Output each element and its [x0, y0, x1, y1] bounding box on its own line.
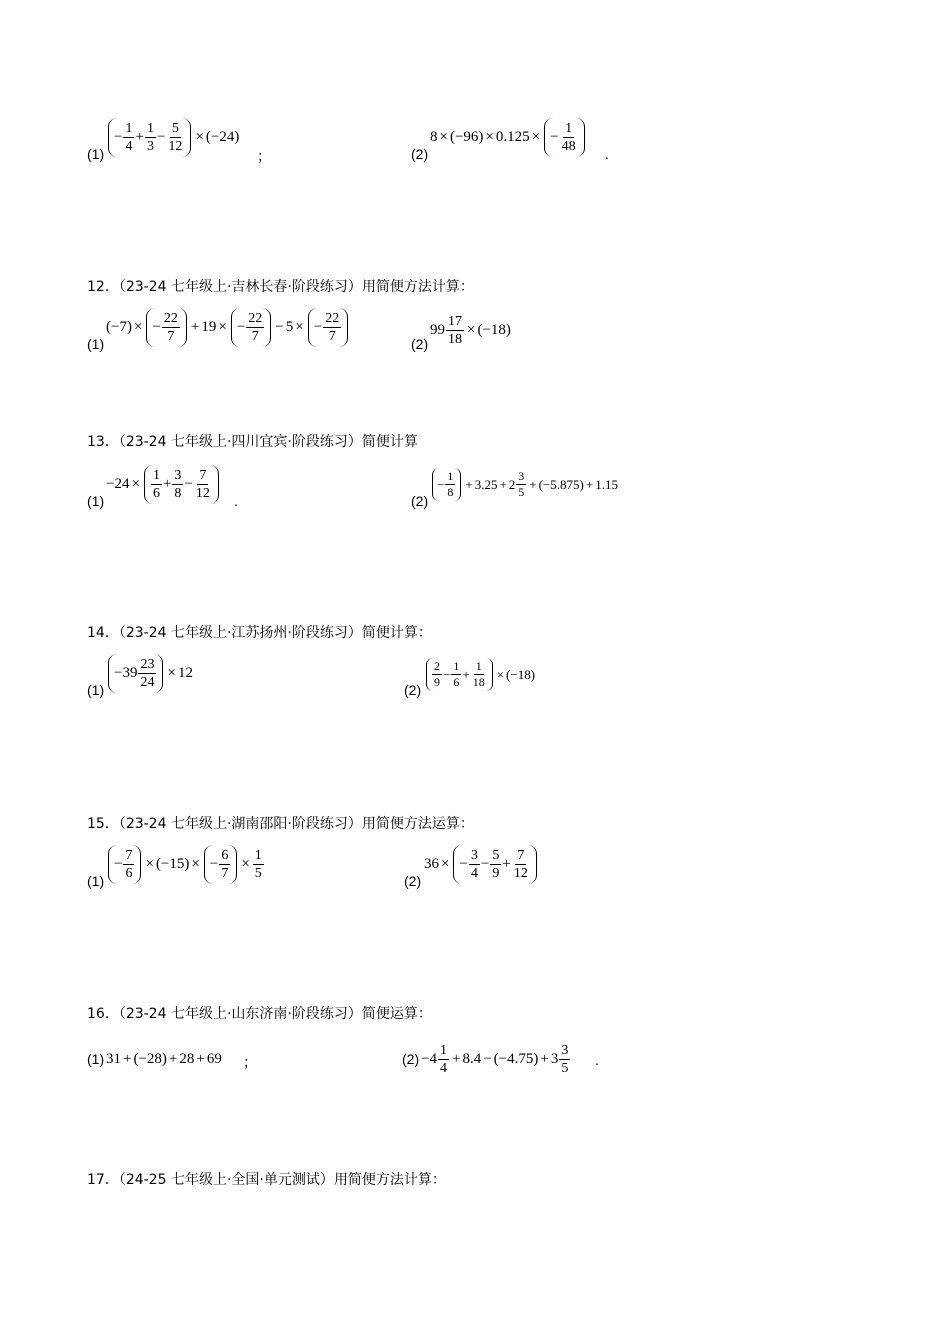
- question-heading: 12．（23-24 七年级上·吉林长春·阶段练习）用简便方法计算：: [87, 279, 474, 295]
- problem-label: (2): [402, 1051, 420, 1067]
- punctuation: .: [234, 493, 238, 509]
- question-heading: 13．（23-24 七年级上·四川宜宾·阶段练习）简便计算: [87, 434, 418, 450]
- math-expression: 36 × − $\frac{3}{4}$ − $\frac{5}{9}$ + $\frac{7}{12}$: [424, 845, 539, 884]
- math-expression: − $\frac{7}{6}$ × (−15) × − $\frac{6}{7}$ × $\frac{1}{5}$: [106, 845, 265, 884]
- problem-label: (2): [404, 873, 422, 889]
- problem-label: (1): [87, 1051, 105, 1067]
- problem-label: (1): [87, 873, 105, 889]
- problem-label: (2): [404, 682, 422, 698]
- punctuation: ；: [257, 148, 271, 164]
- punctuation: ；: [243, 1054, 257, 1070]
- problem-label: (2): [411, 493, 429, 509]
- problem-label: (1): [87, 146, 105, 162]
- question-heading: 17．（24-25 七年级上·全国·单元测试）用简便方法计算：: [87, 1172, 446, 1188]
- punctuation: .: [595, 1052, 599, 1068]
- punctuation: .: [605, 146, 609, 162]
- question-heading: 16．（23-24 七年级上·山东济南·阶段练习）简便运算：: [87, 1006, 432, 1022]
- math-expression: − $\frac{1}{4}$ + $\frac{1}{3}$ − $\frac{5}{12}$ × (−24): [106, 118, 239, 157]
- problem-label: (2): [411, 336, 429, 352]
- problem-label: (1): [87, 493, 105, 509]
- math-expression: − $\frac{1}{8}$ + 3.25 + 2 $\frac{3}{5}$ + (−5.875) + 1.15: [430, 468, 618, 501]
- problem-label: (2): [411, 146, 429, 162]
- problem-label: (1): [87, 336, 105, 352]
- math-expression: −24 × $\frac{1}{6}$ + $\frac{3}{8}$ − $\frac{7}{12}$: [106, 465, 221, 504]
- math-expression: −4 $\frac{1}{4}$ + 8.4 − (−4.75) + 3 $\frac{3}{5}$: [421, 1043, 569, 1076]
- math-expression: (−7) × − $\frac{22}{7}$ + 19 × − $\frac{22}{7}$ − 5 × − $\frac{22}{7}$: [106, 308, 350, 347]
- question-heading: 14．（23-24 七年级上·江苏扬州·阶段练习）简便计算：: [87, 625, 432, 641]
- math-expression: 31 + (−28) + 28 + 69: [106, 1051, 222, 1067]
- math-expression: $\frac{2}{9}$ − $\frac{1}{6}$ + $\frac{1}{18}$ × (−18): [424, 658, 535, 691]
- problem-label: (1): [87, 682, 105, 698]
- question-heading: 15．（23-24 七年级上·湖南邵阳·阶段练习）用简便方法运算：: [87, 816, 474, 832]
- math-expression: 8 × (−96) × 0.125 × − $\frac{1}{48}$: [430, 118, 587, 157]
- math-expression: −39 $\frac{23}{24}$ × 12: [106, 654, 193, 693]
- math-expression: 99 $\frac{17}{18}$ × (−18): [430, 314, 511, 347]
